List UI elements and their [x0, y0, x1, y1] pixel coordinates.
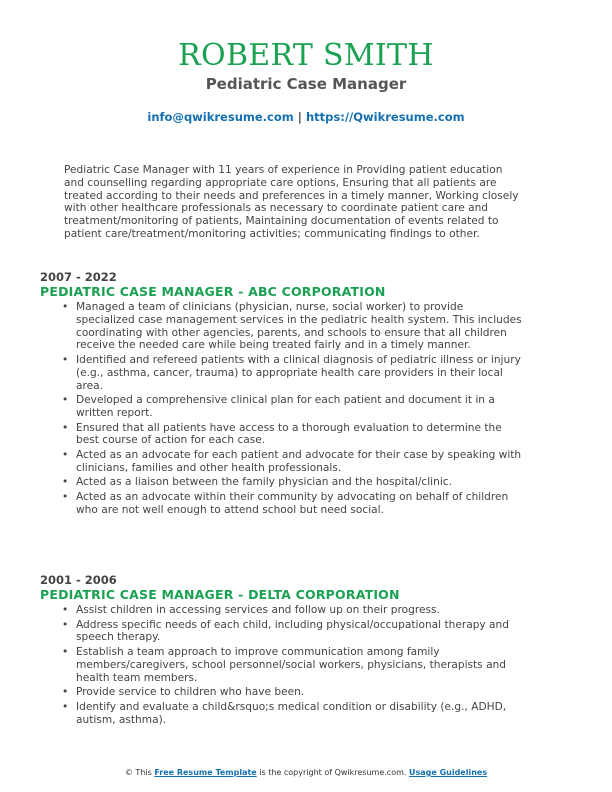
job-bullet: • Provide service to children who have been.	[76, 686, 524, 699]
website-link[interactable]: https://Qwikresume.com	[305, 110, 465, 124]
job-bullet: • Establish a team approach to improve communication among family members/caregivers, school personnel/social workers, physicians, therapists and health team members.	[76, 646, 524, 684]
job-bullet: • Developed a comprehensive clinical plan for each patient and document it in a written report.	[76, 394, 524, 420]
job-title: PEDIATRIC CASE MANAGER - ABC CORPORATION	[40, 284, 386, 299]
candidate-title: Pediatric Case Manager	[205, 75, 407, 93]
job-bullet: • Acted as an advocate within their community by advocating on behalf of children who are not well enough to attend school but need social.	[76, 491, 524, 517]
job-title: PEDIATRIC CASE MANAGER - DELTA CORPORATION	[40, 587, 400, 602]
job-bullet: • Identify and evaluate a child&rsquo;s medical condition or disability (e.g., ADHD, autism, asthma).	[76, 701, 524, 727]
job-bullet: • Address specific needs of each child, including physical/occupational therapy and speech therapy.	[76, 619, 524, 645]
job-bullet: • Acted as a liaison between the family physician and the hospital/clinic.	[76, 476, 524, 489]
job-bullet: • Managed a team of clinicians (physician, nurse, social worker) to provide specialized case management services in the pediatric health system. This includes coordinating with other agencies, parents, and schools to ensure that all children receive the needed care while being treated fairly and in a timely manner.	[76, 301, 524, 352]
experience-entry-1	[40, 270, 540, 518]
candidate-name: ROBERT SMITH	[178, 38, 434, 73]
free-resume-template-link[interactable]: Free Resume Template	[154, 768, 257, 777]
experience-entry-2	[40, 573, 540, 728]
job-bullet: • Acted as an advocate for each patient and advocate for their case by speaking with clinicians, families and other health professionals.	[76, 449, 524, 475]
contact-line	[0, 110, 612, 124]
contact-separator: |	[297, 110, 302, 124]
usage-guidelines-link[interactable]: Usage Guidelines	[408, 768, 488, 777]
job-bullet-list	[40, 604, 540, 726]
footer-prefix: © This	[124, 768, 152, 777]
job-bullet: • Assist children in accessing services and follow up on their progress.	[76, 604, 524, 617]
job-bullet-list	[40, 301, 540, 517]
job-bullet: • Identified and refereed patients with a clinical diagnosis of pediatric illness or injury (e.g., asthma, cancer, trauma) to appropriate health care providers in their local area.	[76, 354, 524, 392]
footer-middle: is the copyright of Qwikresume.com.	[259, 768, 407, 777]
resume-header	[0, 38, 612, 93]
job-bullet: • Ensured that all patients have access to a thorough evaluation to determine the best course of action for each case.	[76, 422, 524, 448]
job-dates: 2001 - 2006	[40, 573, 117, 587]
summary-paragraph: Pediatric Case Manager with 11 years of experience in Providing patient education and counselling regarding appropriate care options, Ensuring that all patients are treated according to their needs and preferences in a timely manner, Working closely with other healthcare professionals as necessary to coordinate patient care and treatment/monitoring of patients, Maintaining documentation of events related to patient care/treatment/monitoring activities; communicating findings to other.	[64, 164, 519, 240]
copyright-footer	[0, 768, 612, 777]
email-link[interactable]: info@qwikresume.com	[147, 110, 294, 124]
job-dates: 2007 - 2022	[40, 270, 117, 284]
